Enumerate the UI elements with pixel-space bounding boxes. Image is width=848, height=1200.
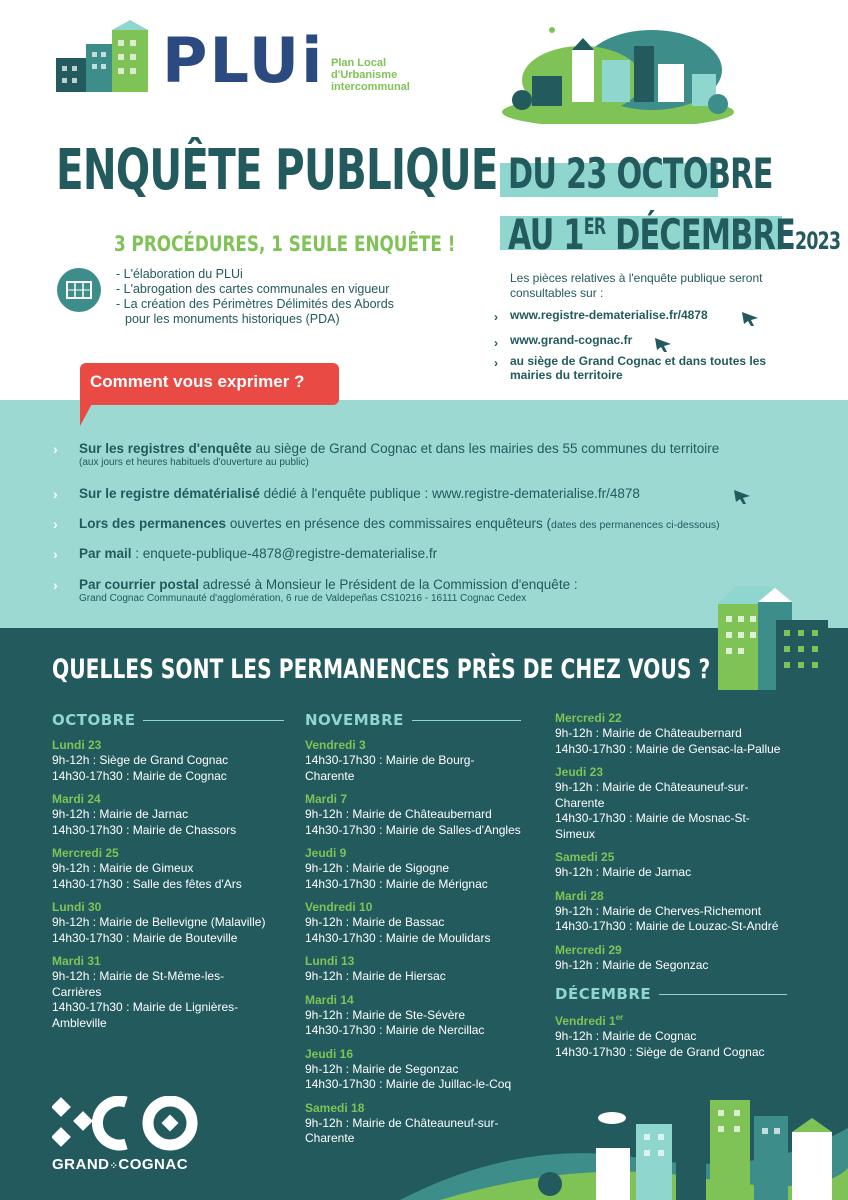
slot-line: 9h-12h : Mairie de Cherves-Richemont — [555, 903, 762, 918]
slot-line: 14h30-17h30 : Mairie de Chassors — [52, 822, 237, 837]
way-item-dematerialise: Sur le registre dématérialisé dédié à l'enquête publique : www.registre-dematerialise.fr/4878 — [79, 486, 640, 501]
list-item: pour les monuments historiques (PDA) — [125, 312, 340, 326]
slot-line: 9h-12h : Mairie de Châteauneuf-sur- — [305, 1115, 499, 1130]
consult-intro: Les pièces relatives à l'enquête publique seront consultables sur : — [510, 271, 763, 300]
day-label: Lundi 13 — [305, 954, 355, 968]
slot-line: 14h30-17h30 : Mairie de Nercillac — [305, 1023, 485, 1037]
month-heading: NOVEMBRE — [305, 711, 404, 729]
slot-line: 9h-12h : Mairie de Jarnac — [555, 865, 692, 879]
day-label: Jeudi 23 — [555, 765, 604, 779]
day-label: Mercredi 22 — [555, 711, 622, 725]
slot-line: Charente — [305, 1131, 355, 1145]
slot-line: 14h30-17h30 : Mairie de Moulidars — [305, 930, 491, 945]
slot-line: 9h-12h : Mairie de Segonzac — [555, 957, 709, 972]
day-block — [52, 954, 284, 1031]
page-title: ENQUÊTE PUBLIQUE — [56, 138, 498, 203]
slot-line: 9h-12h : Mairie de St-Même-les- — [52, 969, 225, 983]
slot-line: 14h30-17h30 : Mairie de Lignières- — [52, 1000, 239, 1014]
day-label: Vendredi 1er — [555, 1013, 624, 1028]
day-block — [52, 792, 284, 838]
slot-line: 14h30-17h30 : Mairie de Bouteville — [52, 930, 238, 945]
slot-line: Simeux — [555, 826, 596, 841]
column-octobre — [52, 711, 284, 1039]
slot-line: 9h-12h : Mairie de Bellevigne (Malaville) — [52, 915, 266, 929]
date-start: DU 23 OCTOBRE — [508, 149, 773, 198]
plui-logo-subtitle: Plan Local d'Urbanisme intercommunal — [331, 57, 410, 93]
way-item-mail: Par mail : enquete-publique-4878@registre-dematerialise.fr — [79, 546, 438, 561]
building-illustration-icon — [716, 586, 828, 690]
day-block — [305, 954, 521, 985]
slot-line: Carrières — [52, 984, 102, 999]
day-label: Mardi 7 — [305, 792, 348, 806]
chevron-right-icon: › — [53, 441, 58, 457]
day-label: Samedi 18 — [305, 1100, 365, 1115]
day-block — [52, 846, 284, 892]
slot-line: 9h-12h : Mairie de Cognac — [555, 1029, 697, 1043]
express-bubble: Comment vous exprimer ? — [80, 363, 339, 405]
day-block — [52, 900, 284, 946]
link-registre[interactable]: www.registre-dematerialise.fr/4878 — [510, 308, 708, 322]
chevron-right-icon: › — [53, 577, 58, 593]
day-block — [305, 993, 521, 1039]
day-label: Jeudi 16 — [305, 1046, 354, 1061]
procedures-list — [116, 267, 394, 327]
slot-line: 9h-12h : Mairie de Segonzac — [305, 1061, 459, 1076]
way-item-courrier: Par courrier postal adressé à Monsieur le Président de la Commission d'enquête : Grand Cognac Communauté d'agglomération, 6 rue de Valdepeñas CS10216 - 16111 Cognac Cedex — [79, 577, 578, 604]
day-block — [555, 765, 787, 842]
village-illustration-icon — [502, 20, 734, 124]
permanences-title: QUELLES SONT LES PERMANENCES PRÈS DE CHEZ VOUS ? — [52, 654, 711, 685]
slot-line: 9h-12h : Mairie de Châteaubernard — [305, 807, 492, 821]
slot-line: 9h-12h : Siège de Grand Cognac — [52, 753, 229, 767]
day-block — [555, 943, 787, 974]
slot-line: 14h30-17h30 : Mairie de Cognac — [52, 768, 227, 783]
day-block — [305, 846, 521, 892]
day-label: Vendredi 3 — [305, 738, 366, 752]
day-label: Samedi 25 — [555, 850, 615, 864]
slot-line: 14h30-17h30 : Mairie de Juillac-le-Coq — [305, 1077, 512, 1091]
day-label: Vendredi 10 — [305, 900, 373, 914]
slot-line: 14h30-17h30 : Mairie de Salles-d'Angles — [305, 822, 521, 837]
chevron-right-icon: › — [53, 546, 58, 562]
day-block — [305, 900, 521, 946]
day-block — [52, 738, 284, 784]
cursor-arrow-icon — [742, 312, 758, 326]
grand-cognac-logo-icon — [52, 1096, 202, 1154]
day-label: Lundi 30 — [52, 900, 102, 914]
day-block — [305, 738, 521, 784]
slot-line: 9h-12h : Mairie de Châteaubernard — [555, 726, 742, 740]
plui-buildings-icon — [56, 20, 152, 92]
day-label: Lundi 23 — [52, 738, 102, 752]
day-label: Jeudi 9 — [305, 846, 347, 860]
day-block — [555, 711, 787, 757]
slot-line: 14h30-17h30 : Siège de Grand Cognac — [555, 1044, 765, 1059]
consult-siege: au siège de Grand Cognac et dans toutes les mairies du territoire — [510, 354, 767, 382]
month-heading: OCTOBRE — [52, 711, 136, 729]
month-divider — [659, 994, 787, 995]
bubble-tail — [80, 400, 94, 426]
day-label: Mardi 31 — [52, 954, 101, 968]
slot-line: 9h-12h : Mairie de Châteauneuf-sur- — [555, 780, 749, 794]
map-icon — [57, 268, 101, 312]
link-grand-cognac[interactable]: www.grand-cognac.fr — [510, 333, 633, 347]
month-divider — [412, 720, 521, 721]
day-label: Mardi 28 — [555, 888, 604, 903]
day-label: Mardi 14 — [305, 992, 354, 1007]
month-heading: DÉCEMBRE — [555, 985, 652, 1003]
slot-line: Ambleville — [52, 1015, 107, 1030]
slot-line: 14h30-17h30 : Mairie de Louzac-St-André — [555, 919, 779, 933]
plui-logo-text: PLUi — [162, 24, 325, 97]
chevron-right-icon: › — [53, 486, 58, 502]
chevron-right-icon: › — [53, 516, 58, 532]
chevron-right-icon: › — [494, 310, 498, 324]
slot-line: 9h-12h : Mairie de Ste-Sévère — [305, 1007, 466, 1022]
way-item-permanences: Lors des permanences ouvertes en présence des commissaires enquêteurs (dates des permanences ci-dessous) — [79, 516, 720, 531]
list-item: - L'abrogation des cartes communales en vigueur — [116, 282, 390, 296]
day-block — [305, 792, 521, 838]
day-label: Mercredi 29 — [555, 942, 622, 957]
date-end: AU 1ER DÉCEMBRE2023 — [508, 210, 841, 259]
day-block — [305, 1047, 521, 1093]
village-footer-illustration-icon — [400, 1088, 848, 1200]
slot-line: 9h-12h : Mairie de Sigogne — [305, 861, 450, 875]
chevron-right-icon: › — [494, 356, 498, 370]
slot-line: 14h30-17h30 : Mairie de Mosnac-St- — [555, 811, 750, 825]
slot-line: 14h30-17h30 : Mairie de Gensac-la-Pallue — [555, 741, 781, 756]
procedures-heading: 3 PROCÉDURES, 1 SEULE ENQUÊTE ! — [114, 232, 456, 256]
cursor-arrow-icon — [734, 490, 750, 504]
way-item-registres: Sur les registres d'enquête au siège de Grand Cognac et dans les mairies des 55 communes du territoire (aux jours et heures habituels d'ouverture au public) — [79, 441, 720, 468]
slot-line: 9h-12h : Mairie de Jarnac — [52, 807, 189, 821]
column-novembre-suite — [555, 711, 787, 1060]
list-item: - La création des Périmètres Délimités des Abords — [116, 297, 394, 311]
slot-line: 14h30-17h30 : Salle des fêtes d'Ars — [52, 876, 242, 891]
chevron-right-icon: › — [494, 336, 498, 350]
slot-line: 9h-12h : Mairie de Bassac — [305, 915, 445, 929]
day-label: Mardi 24 — [52, 792, 101, 806]
month-divider — [143, 720, 284, 721]
slot-line: 14h30-17h30 : Mairie de Mérignac — [305, 876, 488, 891]
slot-line: 9h-12h : Mairie de Gimeux — [52, 861, 194, 875]
grand-cognac-logo-text: GRAND⁘COGNAC — [52, 1156, 189, 1173]
day-block — [555, 889, 787, 935]
day-block — [555, 1010, 787, 1060]
slot-line: 9h-12h : Mairie de Hiersac — [305, 969, 446, 983]
list-item: - L'élaboration du PLUi — [116, 267, 243, 281]
day-block — [555, 850, 787, 881]
slot-line: 14h30-17h30 : Mairie de Bourg-Charente — [305, 753, 475, 783]
cursor-arrow-icon — [655, 338, 671, 352]
day-label: Mercredi 25 — [52, 846, 119, 860]
slot-line: Charente — [555, 795, 605, 810]
